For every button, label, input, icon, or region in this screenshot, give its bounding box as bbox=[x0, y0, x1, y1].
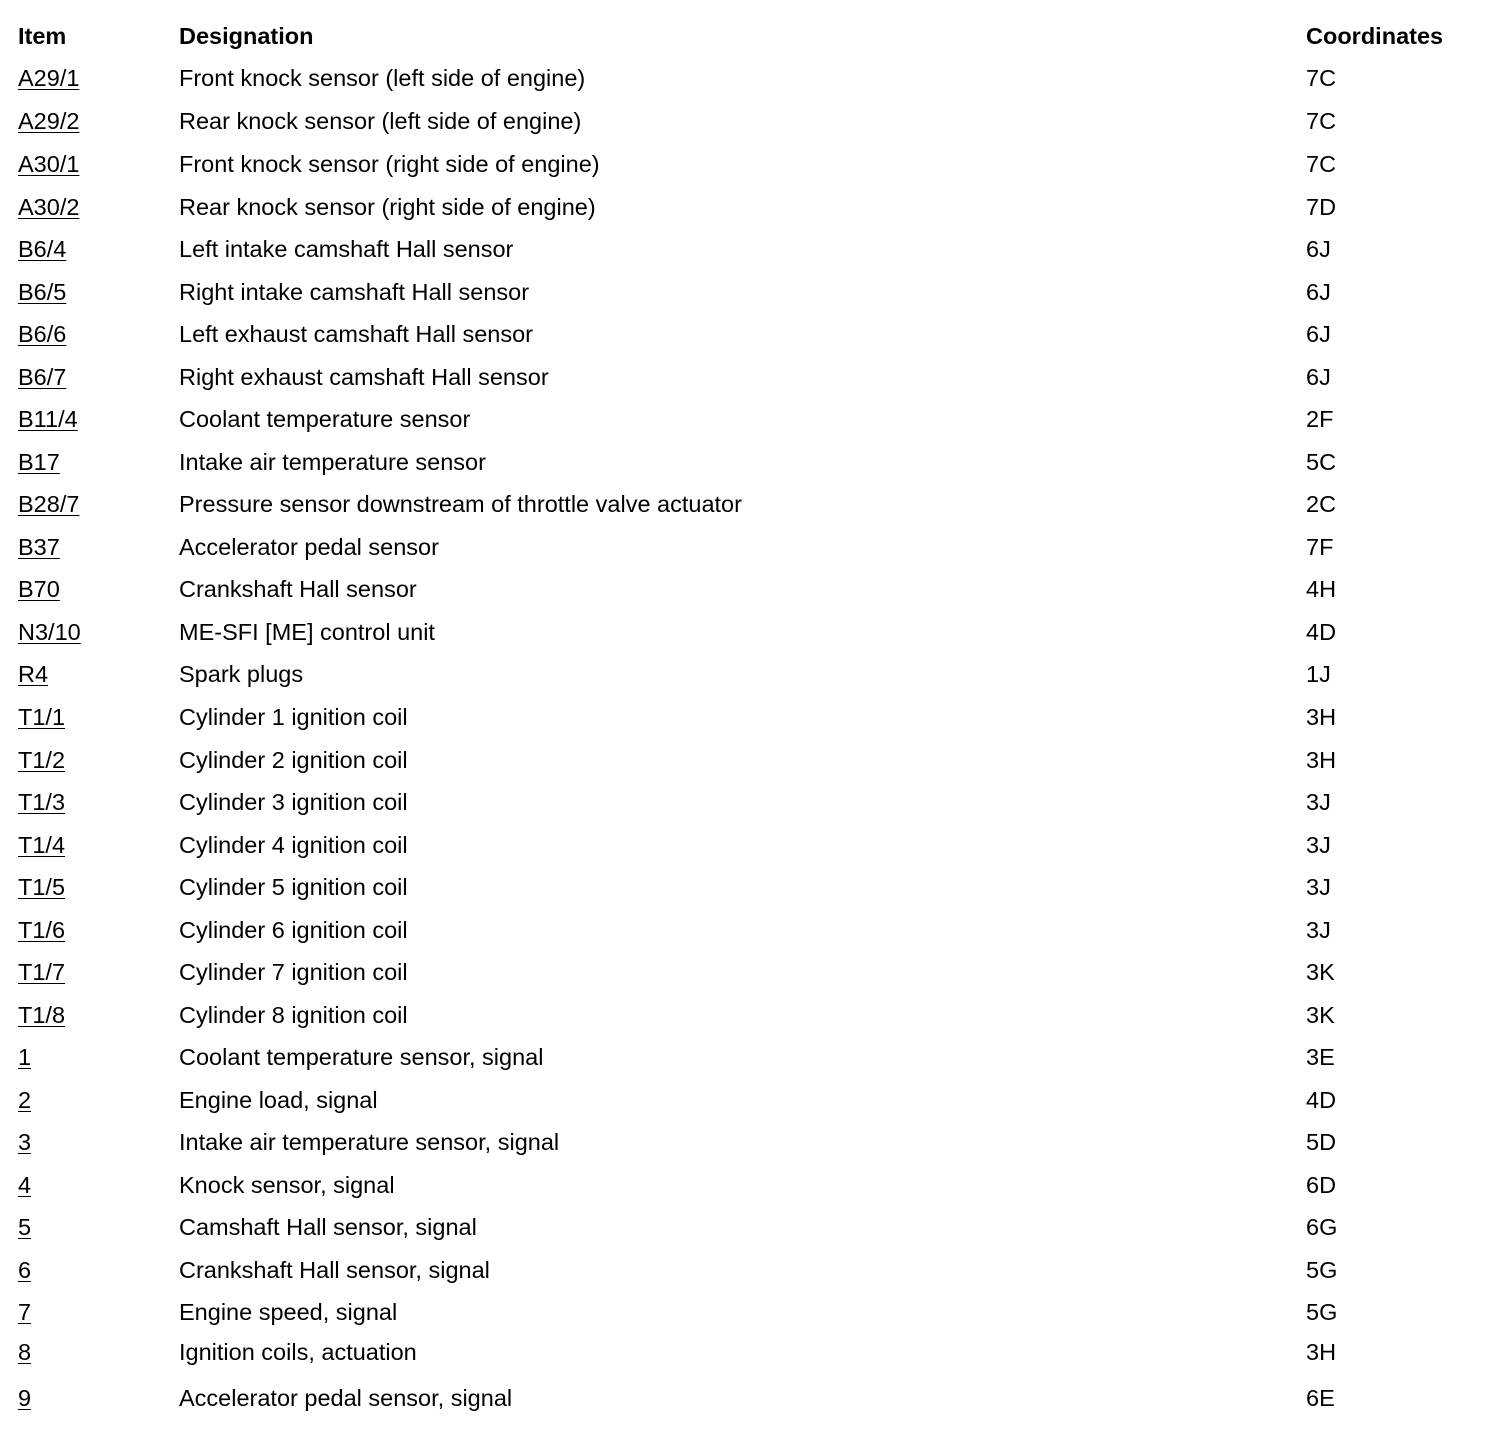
item-link[interactable]: A30/2 bbox=[18, 194, 80, 220]
item-link[interactable]: 5 bbox=[18, 1214, 32, 1240]
designation-cell: Crankshaft Hall sensor, signal bbox=[179, 1257, 490, 1283]
designation-cell: Crankshaft Hall sensor bbox=[179, 576, 417, 602]
table-row bbox=[0, 740, 1504, 780]
item-link[interactable]: N3/10 bbox=[18, 619, 81, 645]
table-row bbox=[0, 1207, 1504, 1247]
table-row bbox=[0, 782, 1504, 822]
coordinates-cell: 3K bbox=[1306, 1002, 1335, 1028]
item-link[interactable]: 9 bbox=[18, 1385, 32, 1411]
table-row bbox=[0, 697, 1504, 737]
table-row bbox=[0, 527, 1504, 567]
coordinates-cell: 6J bbox=[1306, 364, 1331, 390]
table-row bbox=[0, 144, 1504, 184]
item-link[interactable]: T1/2 bbox=[18, 747, 66, 773]
item-link[interactable]: T1/3 bbox=[18, 789, 66, 815]
item-link[interactable]: T1/1 bbox=[18, 704, 66, 730]
item-link[interactable]: 2 bbox=[18, 1087, 32, 1113]
designation-cell: Ignition coils, actuation bbox=[179, 1339, 417, 1365]
table-row bbox=[0, 1165, 1504, 1205]
designation-cell: Intake air temperature sensor, signal bbox=[179, 1129, 560, 1155]
coordinates-cell: 4H bbox=[1306, 576, 1337, 602]
item-link[interactable]: A29/2 bbox=[18, 108, 80, 134]
designation-cell: Cylinder 1 ignition coil bbox=[179, 704, 408, 730]
item-link[interactable]: T1/7 bbox=[18, 959, 66, 985]
table-header-row bbox=[0, 16, 1504, 56]
coordinates-cell: 6J bbox=[1306, 236, 1331, 262]
designation-cell: Coolant temperature sensor bbox=[179, 406, 471, 432]
table-row bbox=[0, 229, 1504, 269]
designation-cell: Right exhaust camshaft Hall sensor bbox=[179, 364, 549, 390]
table-row bbox=[0, 867, 1504, 907]
coordinates-cell: 3J bbox=[1306, 789, 1331, 815]
table-row bbox=[0, 995, 1504, 1035]
coordinates-cell: 4D bbox=[1306, 1087, 1337, 1113]
column-header-coordinates: Coordinates bbox=[1306, 23, 1444, 49]
item-link[interactable]: B70 bbox=[18, 576, 60, 602]
table-row bbox=[0, 357, 1504, 397]
table-row bbox=[0, 484, 1504, 524]
designation-cell: Left exhaust camshaft Hall sensor bbox=[179, 321, 533, 347]
coordinates-cell: 7C bbox=[1306, 151, 1337, 177]
coordinates-cell: 5G bbox=[1306, 1257, 1338, 1283]
item-link[interactable]: B28/7 bbox=[18, 491, 80, 517]
designation-cell: Accelerator pedal sensor bbox=[179, 534, 439, 560]
coordinates-cell: 4D bbox=[1306, 619, 1337, 645]
coordinates-cell: 3H bbox=[1306, 704, 1337, 730]
coordinates-cell: 3J bbox=[1306, 874, 1331, 900]
table-row bbox=[0, 1250, 1504, 1290]
coordinates-cell: 5C bbox=[1306, 449, 1337, 475]
table-row bbox=[0, 952, 1504, 992]
item-link[interactable]: B37 bbox=[18, 534, 60, 560]
designation-cell: ME-SFI [ME] control unit bbox=[179, 619, 435, 645]
table-row bbox=[0, 101, 1504, 141]
coordinates-cell: 7D bbox=[1306, 194, 1337, 220]
table-row bbox=[0, 910, 1504, 950]
table-row bbox=[0, 1292, 1504, 1332]
designation-cell: Coolant temperature sensor, signal bbox=[179, 1044, 544, 1070]
table-row bbox=[0, 314, 1504, 354]
coordinates-cell: 3E bbox=[1306, 1044, 1335, 1070]
designation-cell: Pressure sensor downstream of throttle valve actuator bbox=[179, 491, 742, 517]
coordinates-cell: 2C bbox=[1306, 491, 1337, 517]
coordinates-cell: 2F bbox=[1306, 406, 1334, 432]
table-row bbox=[0, 1332, 1504, 1372]
table-row bbox=[0, 654, 1504, 694]
table-row bbox=[0, 1037, 1504, 1077]
designation-cell: Spark plugs bbox=[179, 661, 304, 687]
item-link[interactable]: B6/4 bbox=[18, 236, 67, 262]
designation-cell: Knock sensor, signal bbox=[179, 1172, 395, 1198]
table-row bbox=[0, 569, 1504, 609]
designation-cell: Left intake camshaft Hall sensor bbox=[179, 236, 514, 262]
coordinates-cell: 3J bbox=[1306, 917, 1331, 943]
item-link[interactable]: B6/6 bbox=[18, 321, 67, 347]
table-row bbox=[0, 442, 1504, 482]
designation-cell: Cylinder 7 ignition coil bbox=[179, 959, 408, 985]
designation-cell: Cylinder 8 ignition coil bbox=[179, 1002, 408, 1028]
item-link[interactable]: B6/5 bbox=[18, 279, 67, 305]
table-row bbox=[0, 1378, 1504, 1418]
item-link[interactable]: A30/1 bbox=[18, 151, 80, 177]
item-link[interactable]: B17 bbox=[18, 449, 60, 475]
column-header-item: Item bbox=[18, 23, 67, 49]
item-link[interactable]: 6 bbox=[18, 1257, 32, 1283]
coordinates-cell: 6G bbox=[1306, 1214, 1338, 1240]
coordinates-cell: 6E bbox=[1306, 1385, 1335, 1411]
item-link[interactable]: T1/8 bbox=[18, 1002, 66, 1028]
table-row bbox=[0, 1122, 1504, 1162]
item-link[interactable]: 3 bbox=[18, 1129, 32, 1155]
designation-cell: Right intake camshaft Hall sensor bbox=[179, 279, 530, 305]
table-row bbox=[0, 1080, 1504, 1120]
item-link[interactable]: T1/6 bbox=[18, 917, 66, 943]
column-header-designation: Designation bbox=[179, 23, 314, 49]
item-link[interactable]: R4 bbox=[18, 661, 49, 687]
item-link[interactable]: 7 bbox=[18, 1299, 32, 1325]
coordinates-cell: 6J bbox=[1306, 321, 1331, 347]
coordinates-cell: 6J bbox=[1306, 279, 1331, 305]
table-row bbox=[0, 612, 1504, 652]
coordinates-cell: 3J bbox=[1306, 832, 1331, 858]
item-link[interactable]: B11/4 bbox=[18, 406, 78, 432]
designation-cell: Cylinder 3 ignition coil bbox=[179, 789, 408, 815]
coordinates-cell: 3K bbox=[1306, 959, 1335, 985]
designation-cell: Front knock sensor (left side of engine) bbox=[179, 65, 586, 91]
designation-cell: Rear knock sensor (right side of engine) bbox=[179, 194, 596, 220]
coordinates-cell: 1J bbox=[1306, 661, 1331, 687]
table-row bbox=[0, 272, 1504, 312]
designation-cell: Engine speed, signal bbox=[179, 1299, 398, 1325]
coordinates-cell: 7C bbox=[1306, 108, 1337, 134]
coordinates-cell: 7F bbox=[1306, 534, 1334, 560]
coordinates-cell: 6D bbox=[1306, 1172, 1337, 1198]
designation-cell: Rear knock sensor (left side of engine) bbox=[179, 108, 582, 134]
item-link[interactable]: 8 bbox=[18, 1339, 32, 1365]
coordinates-cell: 7C bbox=[1306, 65, 1337, 91]
item-link[interactable]: A29/1 bbox=[18, 65, 80, 91]
designation-cell: Camshaft Hall sensor, signal bbox=[179, 1214, 477, 1240]
item-link[interactable]: 1 bbox=[18, 1044, 32, 1070]
designation-cell: Front knock sensor (right side of engine) bbox=[179, 151, 600, 177]
table-row bbox=[0, 58, 1504, 98]
designation-cell: Cylinder 5 ignition coil bbox=[179, 874, 408, 900]
item-link[interactable]: B6/7 bbox=[18, 364, 67, 390]
coordinates-cell: 3H bbox=[1306, 1339, 1337, 1365]
table-row bbox=[0, 399, 1504, 439]
coordinates-cell: 5G bbox=[1306, 1299, 1338, 1325]
coordinates-cell: 5D bbox=[1306, 1129, 1337, 1155]
designation-cell: Cylinder 6 ignition coil bbox=[179, 917, 408, 943]
designation-cell: Intake air temperature sensor bbox=[179, 449, 486, 475]
item-link[interactable]: 4 bbox=[18, 1172, 32, 1198]
item-link[interactable]: T1/4 bbox=[18, 832, 66, 858]
table-row bbox=[0, 187, 1504, 227]
coordinates-cell: 3H bbox=[1306, 747, 1337, 773]
item-link[interactable]: T1/5 bbox=[18, 874, 66, 900]
designation-cell: Accelerator pedal sensor, signal bbox=[179, 1385, 513, 1411]
designation-cell: Cylinder 4 ignition coil bbox=[179, 832, 408, 858]
designation-cell: Engine load, signal bbox=[179, 1087, 378, 1113]
table-row bbox=[0, 825, 1504, 865]
designation-cell: Cylinder 2 ignition coil bbox=[179, 747, 408, 773]
